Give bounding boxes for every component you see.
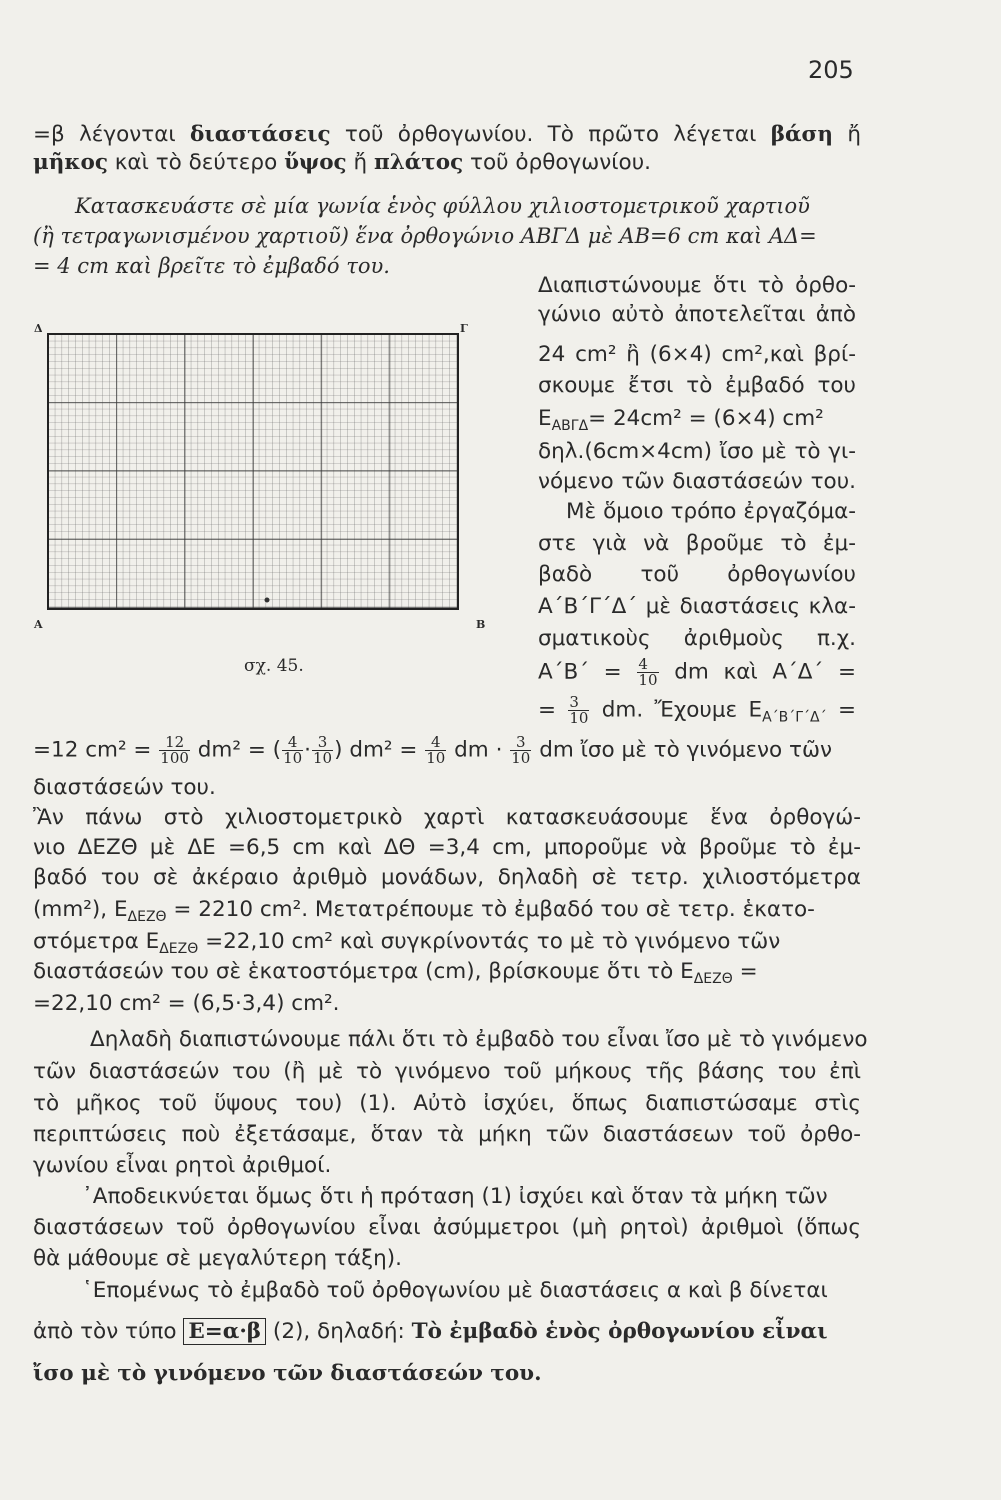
right-line-13: Α΄Β΄ = $\frac{4}{10}$ dm καὶ Α΄Δ΄ = <box>538 655 856 689</box>
page-number: 205 <box>808 56 854 84</box>
intro-line-2: μῆκος καὶ τὸ δεύτερο ὕψος ἤ πλάτος τοῦ ὀρθογωνίου. <box>33 150 651 175</box>
para5-line-3: ἴσο μὲ τὸ γινόμενο τῶν διαστάσεών του. <box>33 1361 542 1386</box>
para3-line-2: τῶν διαστάσεών του (ἢ μὲ τὸ γινόμενο τοῦ μήκους τῆς βάσης του ἐπὶ <box>33 1059 861 1084</box>
equation-line-2: διαστάσεών του. <box>33 775 216 800</box>
para3-line-1: Δηλαδὴ διαπιστώνουμε πάλι ὅτι τὸ ἐμβαδὸ του εἶναι ἴσο μὲ τὸ γινόμενο <box>90 1027 868 1052</box>
right-line-9: στε γιὰ νὰ βροῦμε τὸ ἐμ- <box>538 531 856 556</box>
vertex-alpha-label: Α <box>34 618 43 631</box>
right-line-14: = $\frac{3}{10}$ dm. Ἔχουμε $E_{A΄B΄\Gamma΄\Delta΄}$ = <box>538 693 856 727</box>
para2-line-3: βαδό του σὲ ἀκέραιο ἀριθμὸ μονάδων, δηλαδὴ σὲ τετρ. χιλιοστόμετρα <box>33 865 861 890</box>
right-line-5: $E_{AB\Gamma\Delta}= 24cm^2 = (6\times 4)$ cm² <box>538 406 824 434</box>
right-line-10: βαδὸ τοῦ ὀρθογωνίου <box>538 562 856 587</box>
right-line-12: σματικοὺς ἀριθμοὺς π.χ. <box>538 626 856 651</box>
figure-caption: σχ. 45. <box>244 656 304 676</box>
area-formula-box: Ε=α·β <box>183 1318 266 1345</box>
para5-line-1: ῾Επομένως τὸ ἐμβαδὸ τοῦ ὀρθογωνίου μὲ διαστάσεις α καὶ β δίνεται <box>82 1278 828 1303</box>
vertex-delta-label: Δ <box>34 322 43 335</box>
para3-line-3: τὸ μῆκος τοῦ ὕψους του) (1). Αὐτὸ ἰσχύει, ὅπως διαπιστώσαμε στὶς <box>33 1091 861 1116</box>
para5-line-2: ἀπὸ τὸν τύπο Ε=α·β (2), δηλαδή: Τὸ ἐμβαδὸ ἑνὸς ὀρθογωνίου εἶναι <box>33 1319 828 1344</box>
vertex-gamma-label: Γ <box>460 322 468 335</box>
right-line-6: δηλ.(6cm×4cm) ἴσο μὲ τὸ γι- <box>538 439 856 464</box>
right-line-8: Μὲ ὅμοιο τρόπο ἐργαζόμα- <box>566 499 856 524</box>
para2-line-5: στόμετρα $E_{\Delta EZ\Theta} =22,10$ cm² καὶ συγκρίνοντάς το μὲ τὸ γινόμενο τῶν <box>33 929 781 957</box>
intro-line-1: =β λέγονται διαστάσεις τοῦ ὀρθογωνίου. Τὸ πρῶτο λέγεται βάση ἤ <box>33 122 861 147</box>
right-line-1: Διαπιστώνουμε ὅτι τὸ ὀρθο- <box>538 273 856 298</box>
para2-line-1: Ἂν πάνω στὸ χιλιοστομετρικὸ χαρτὶ κατασκευάσουμε ἕνα ὀρθογώ- <box>33 805 861 830</box>
exercise-line-2: (ἢ τετραγωνισμένου χαρτιοῦ) ἕνα ὀρθογώνιο ΑΒΓΔ μὲ ΑΒ=6 cm καὶ ΑΔ= <box>33 224 817 248</box>
right-line-11: Α΄Β΄Γ΄Δ΄ μὲ διαστάσεις κλα- <box>538 594 856 619</box>
exercise-line-1: Κατασκευάστε σὲ μία γωνία ἑνὸς φύλλου χιλιοστομετρικοῦ χαρτιοῦ <box>75 194 810 218</box>
right-line-2: γώνιο αὐτὸ ἀποτελεῖται ἀπὸ <box>538 302 856 327</box>
para3-line-4: περιπτώσεις ποὺ ἐξετάσαμε, ὅταν τὰ μήκη τῶν διαστάσεων τοῦ ὀρθο- <box>33 1122 861 1147</box>
para4-line-2: διαστάσεων τοῦ ὀρθογωνίου εἶναι ἀσύμμετροι (μὴ ρητοὶ) ἀριθμοὶ (ὅπως <box>33 1215 861 1240</box>
para2-line-6: διαστάσεών του σὲ ἑκατοστόμετρα (cm), βρίσκουμε ὅτι τὸ $E_{\Delta EZ\Theta}$ = <box>33 959 758 987</box>
fraction-3-10: $\frac{3}{10}$ <box>569 693 589 727</box>
para2-line-7: =22,10 cm² = (6,5·3,4) cm². <box>33 991 340 1016</box>
area-equation: =12 cm² = $\frac{12}{100}$ dm² = ( $\frac{4}{10}$ · $\frac{3}{10}$ ) dm² = $\frac{4}{10}$ dm · $\frac{3}{10}$ dm ἴσο μὲ τὸ γινόμενο τῶν <box>33 733 833 767</box>
right-line-3: 24 cm² ἢ (6×4) cm²,καὶ βρί- <box>538 342 856 367</box>
grid-rectangle <box>30 318 500 688</box>
para3-line-5: γωνίου εἶναι ρητοὶ ἀριθμοί. <box>33 1153 332 1178</box>
right-line-4: σκουμε ἔτσι τὸ ἐμβαδό του <box>538 373 856 398</box>
para4-line-1: ᾿Αποδεικνύεται ὅμως ὅτι ἡ πρόταση (1) ἰσχύει καὶ ὅταν τὰ μήκη τῶν <box>82 1184 828 1209</box>
vertex-beta-label: Β <box>476 618 486 631</box>
exercise-line-3: = 4 cm καὶ βρεῖτε τὸ ἐμβαδό του. <box>33 254 390 278</box>
right-line-7: νόμενο τῶν διαστάσεών του. <box>538 469 856 494</box>
figure-45 <box>30 318 500 688</box>
para4-line-3: θὰ μάθουμε σὲ μεγαλύτερη τάξη). <box>33 1246 402 1271</box>
fraction-4-10: $\frac{4}{10}$ <box>638 655 658 689</box>
para2-line-2: νιο ΔΕΖΘ μὲ ΔΕ =6,5 cm καὶ ΔΘ =3,4 cm, μποροῦμε νὰ βροῦμε τὸ ἐμ- <box>33 835 861 860</box>
para2-line-4: (mm²), $E_{\Delta EZ\Theta} = 2210$ cm². Μετατρέπουμε τὸ ἐμβαδό του σὲ τετρ. ἑκατο- <box>33 897 815 925</box>
